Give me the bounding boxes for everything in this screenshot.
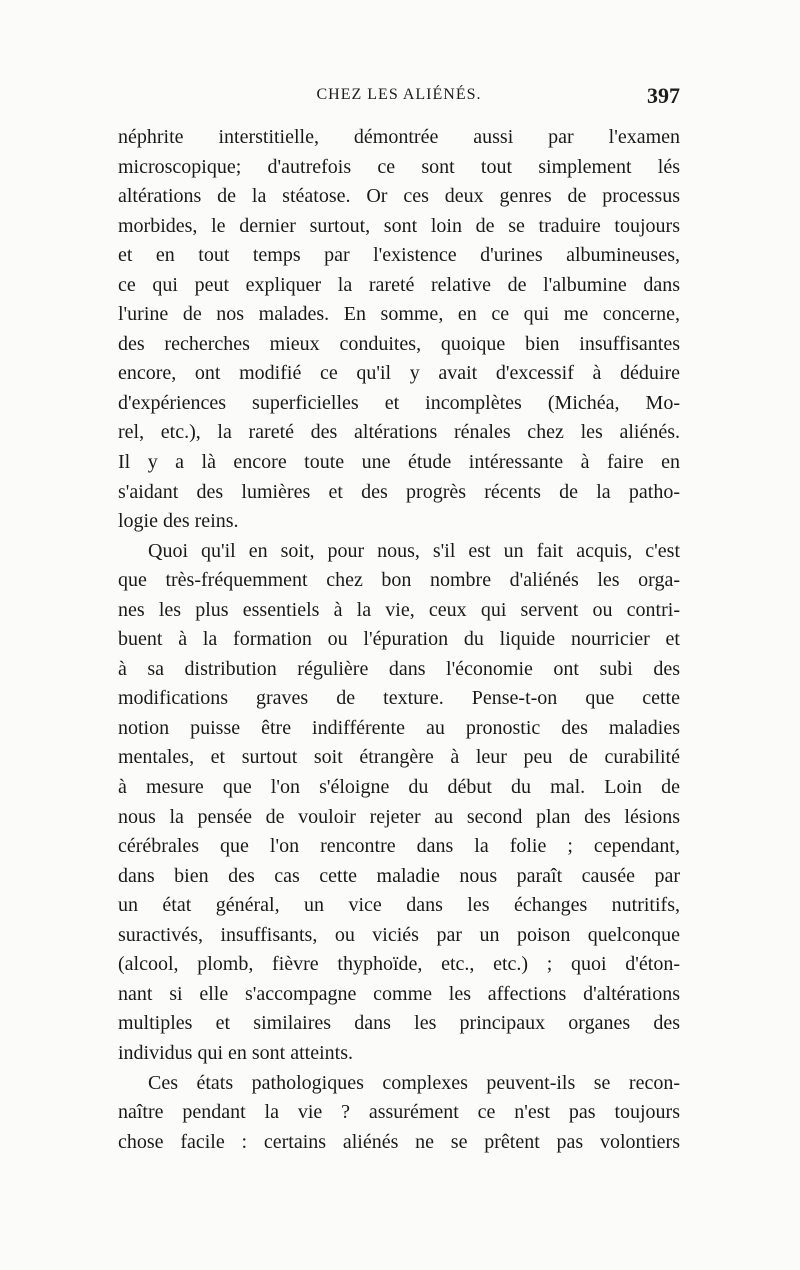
paragraph: [118, 123, 680, 537]
text-line: mentales, et surtout soit étrangère à leur peu de curabilité: [118, 746, 680, 769]
text-line: modifications graves de texture. Pense-t-on que cette: [118, 687, 680, 710]
text-line: individus qui en sont atteints.: [118, 1041, 353, 1064]
text-line: des recherches mieux conduites, quoique bien insuffisantes: [118, 332, 680, 355]
text-line: d'expériences superficielles et incomplètes (Michéa, Mo-: [118, 391, 680, 414]
text-line: notion puisse être indifférente au pronostic des maladies: [118, 716, 680, 739]
text-line: microscopique; d'autrefois ce sont tout simplement lés: [118, 155, 680, 178]
text-line: ce qui peut expliquer la rareté relative de l'albumine dans: [118, 273, 680, 296]
text-line: cérébrales que l'on rencontre dans la folie ; cependant,: [118, 835, 680, 858]
text-line: l'urine de nos malades. En somme, en ce qui me concerne,: [118, 303, 680, 326]
text-line: buent à la formation ou l'épuration du liquide nourricier et: [118, 628, 680, 651]
text-line: dans bien des cas cette maladie nous paraît causée par: [118, 864, 680, 887]
running-title: CHEZ LES ALIÉNÉS.: [316, 86, 482, 103]
text-line: encore, ont modifié ce qu'il y avait d'excessif à déduire: [118, 362, 680, 385]
text-line: morbides, le dernier surtout, sont loin de se traduire toujours: [118, 214, 680, 237]
text-line: nant si elle s'accompagne comme les affections d'altérations: [118, 982, 680, 1005]
text-line: naître pendant la vie ? assurément ce n'est pas toujours: [118, 1101, 680, 1124]
text-line: rel, etc.), la rareté des altérations rénales chez les aliénés.: [118, 421, 680, 444]
paragraph: [118, 537, 680, 1069]
text-line: un état général, un vice dans les échanges nutritifs,: [118, 894, 680, 917]
text-line: que très-fréquemment chez bon nombre d'aliénés les orga-: [118, 569, 680, 592]
text-line: altérations de la stéatose. Or ces deux genres de processus: [118, 185, 680, 208]
text-line: s'aidant des lumières et des progrès récents de la patho-: [118, 480, 680, 503]
text-line: et en tout temps par l'existence d'urines albumineuses,: [118, 244, 680, 267]
text-line: suractivés, insuffisants, ou viciés par un poison quelconque: [118, 923, 680, 946]
text-line: Quoi qu'il en soit, pour nous, s'il est un fait acquis, c'est: [148, 539, 680, 562]
text-line: logie des reins.: [118, 510, 239, 533]
paragraph: [118, 1069, 680, 1158]
text-line: Ces états pathologiques complexes peuvent-ils se recon-: [148, 1071, 680, 1094]
text-line: chose facile : certains aliénés ne se prêtent pas volontiers: [118, 1130, 680, 1153]
text-line: Il y a là encore toute une étude intéressante à faire en: [118, 451, 680, 474]
text-line: à mesure que l'on s'éloigne du début du mal. Loin de: [118, 776, 680, 799]
text-line: (alcool, plomb, fièvre thyphoïde, etc., etc.) ; quoi d'éton-: [118, 953, 680, 976]
running-head: [118, 83, 680, 116]
text-line: néphrite interstitielle, démontrée aussi par l'examen: [118, 126, 680, 148]
text-line: à sa distribution régulière dans l'économie ont subi des: [118, 657, 680, 680]
page-number: 397: [647, 83, 680, 108]
text-line: nous la pensée de vouloir rejeter au second plan des lésions: [118, 805, 680, 828]
text-line: nes les plus essentiels à la vie, ceux qui servent ou contri-: [118, 598, 680, 621]
body-text: [118, 123, 680, 1157]
text-line: multiples et similaires dans les principaux organes des: [118, 1012, 680, 1035]
